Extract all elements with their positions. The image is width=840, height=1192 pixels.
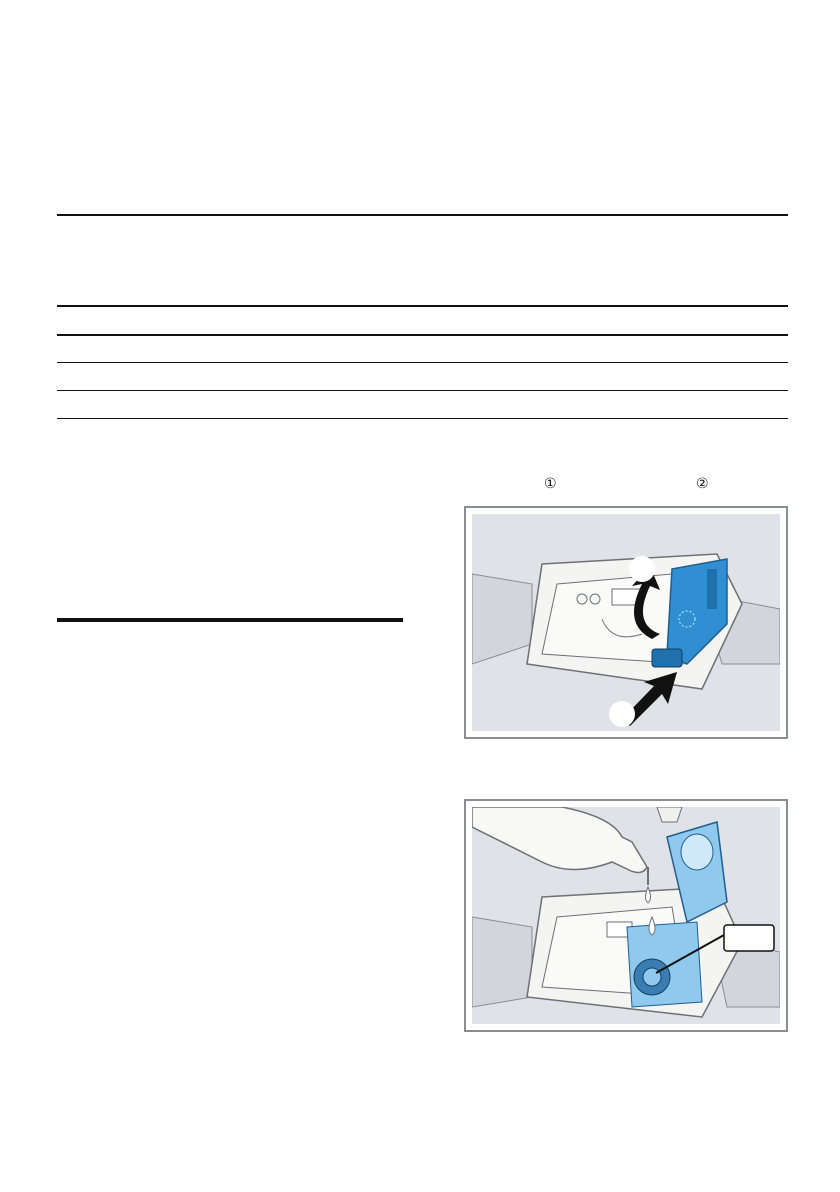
step-marker-1: ① bbox=[544, 476, 557, 492]
table-row-rule bbox=[57, 362, 788, 363]
section-heading-rule bbox=[57, 618, 403, 622]
table bbox=[57, 214, 788, 420]
table-row-rule bbox=[57, 334, 788, 336]
figure-open-rinse-aid-lid bbox=[464, 506, 788, 739]
refill-illustration bbox=[472, 807, 780, 1024]
dispenser-illustration bbox=[472, 514, 780, 731]
max-mark-icon bbox=[724, 925, 774, 951]
table-header-rule bbox=[57, 305, 788, 307]
figure-fill-rinse-aid bbox=[464, 799, 788, 1032]
table-top-rule bbox=[57, 214, 788, 216]
table-bottom-rule bbox=[57, 418, 788, 419]
table-row-rule bbox=[57, 390, 788, 391]
step-marker-2: ② bbox=[696, 476, 709, 492]
